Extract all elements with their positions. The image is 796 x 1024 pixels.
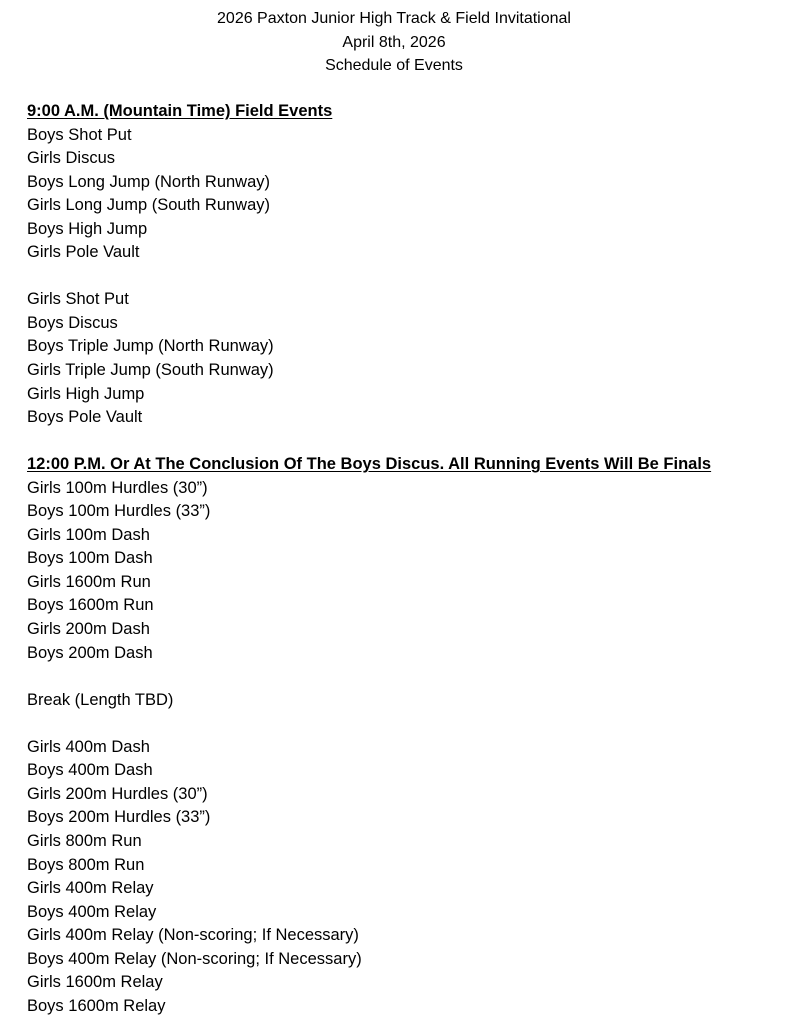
event-item: Boys Pole Vault <box>27 408 143 427</box>
event-item: Girls 200m Dash <box>27 620 150 639</box>
event-item: Girls Triple Jump (South Runway) <box>27 361 274 380</box>
event-item: Girls 100m Hurdles (30”) <box>27 478 208 497</box>
section-heading: 9:00 A.M. (Mountain Time) Field Events <box>27 102 333 120</box>
event-item: Girls Discus <box>27 149 116 168</box>
event-item: Boys 200m Hurdles (33”) <box>27 808 211 827</box>
event-item: Girls 400m Relay <box>27 879 154 898</box>
event-item: Girls 400m Dash <box>27 737 150 756</box>
event-date: April 8th, 2026 <box>342 33 446 51</box>
group-spacer <box>27 665 787 689</box>
event-item: Break (Length TBD) <box>27 690 174 709</box>
event-item: Boys 400m Dash <box>27 761 153 780</box>
event-item: Boys 800m Run <box>27 855 145 874</box>
event-item: Boys 100m Dash <box>27 549 153 568</box>
event-item: Boys 400m Relay <box>27 902 157 921</box>
event-item: Boys Long Jump (North Runway) <box>27 172 271 191</box>
event-item: Girls 400m Relay (Non-scoring; If Necessary) <box>27 926 359 945</box>
event-item: Girls Pole Vault <box>27 243 140 262</box>
document-subtitle: Schedule of Events <box>325 57 463 74</box>
event-item: Boys 200m Dash <box>27 643 153 662</box>
event-item: Girls High Jump <box>27 384 145 403</box>
event-item: Boys High Jump <box>27 219 148 238</box>
section-spacer <box>27 430 787 454</box>
event-item: Boys 400m Relay (Non-scoring; If Necessary) <box>27 949 362 968</box>
event-item: Girls 100m Dash <box>27 525 150 544</box>
event-item: Girls 1600m Run <box>27 572 151 591</box>
event-item: Boys Triple Jump (North Runway) <box>27 337 274 356</box>
document-header <box>0 7 788 78</box>
schedule-body <box>27 100 787 1018</box>
event-item: Boys 100m Hurdles (33”) <box>27 502 211 521</box>
section-heading: 12:00 P.M. Or At The Conclusion Of The Boys Discus. All Running Events Will Be Finals <box>27 455 712 474</box>
event-item: Girls 1600m Relay <box>27 973 163 992</box>
group-spacer <box>27 265 787 289</box>
event-item: Boys Shot Put <box>27 125 132 144</box>
event-item: Boys Discus <box>27 313 118 332</box>
event-item: Girls 800m Run <box>27 831 142 850</box>
event-item: Girls 200m Hurdles (30”) <box>27 784 208 803</box>
event-item: Girls Long Jump (South Runway) <box>27 196 271 215</box>
event-item: Girls Shot Put <box>27 290 129 309</box>
event-item: Boys 1600m Run <box>27 596 154 615</box>
event-item: Boys 1600m Relay <box>27 996 166 1015</box>
document-title: 2026 Paxton Junior High Track & Field Invitational <box>217 10 571 27</box>
group-spacer <box>27 712 787 736</box>
